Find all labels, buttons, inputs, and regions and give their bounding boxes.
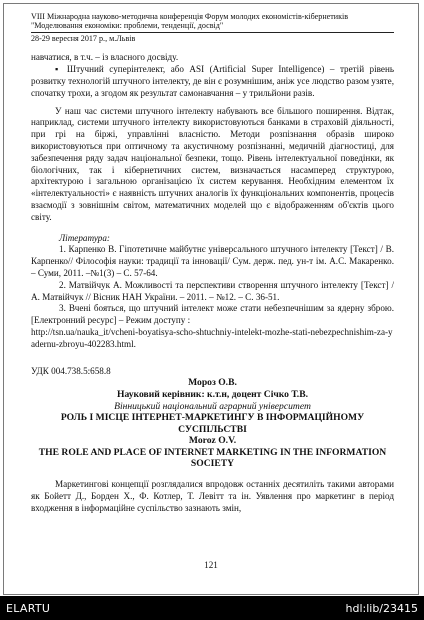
repository-footer-bar xyxy=(0,596,424,620)
article-title-block xyxy=(31,377,394,470)
supervisor: Науковий керівник: к.т.н, доцент Січко Т.В. xyxy=(116,388,309,400)
udk-code: УДК 004.738.5:658.8 xyxy=(31,365,111,376)
reference-item: 3. Вчені бояться, що штучний інтелект може стати небезпечнішим за ядерну зброю. [Електронний ресурс] – Режим доступу : xyxy=(31,303,394,326)
page-number: 121 xyxy=(204,560,218,570)
reference-item: 1. Карпенко В. Гіпотетичне майбутнє універсального штучного інтелекту [Текст] / В. Карпенко// Філософія науки: традиції та інновації/ Сум. держ. пед. ун-т ім. А.С. Макаренко. – Суми, 2011. –№1(3) – С. 57-64. xyxy=(31,244,394,278)
reference-url: http://tsn.ua/nauka_it/vcheni-boyatisya-scho-shtuchniy-intelekt-mozhe-stati-nebezpechnishim-za-yadernu-zbroyu-402283.html. xyxy=(31,326,393,349)
paragraph-continuation: навчатися, в т.ч. – із власного досвіду. xyxy=(31,52,179,63)
running-header xyxy=(31,12,394,43)
paragraph-asi-text: Штучний суперінтелект, або ASI (Artificial Super Intelligence) – третій рівень розвитку технологій штучного інтелекту, де він є розумнішим, аніж усе людство разом узяте, спочатку трохи, а згодом як результат самонавчання – у трильйони разів. xyxy=(31,64,394,98)
header-divider xyxy=(31,32,394,33)
literature-heading: Література: xyxy=(59,232,110,243)
paragraph-asi: ▪ Штучний суперінтелект, або ASI (Artificial Super Intelligence) – третій рівень розвитку технологій штучного інтелекту, де він є розумнішим, аніж усе людство разом узяте, спочатку трохи, а згодом як результат самонавчання – у трильйони разів. xyxy=(31,64,394,98)
document-page xyxy=(3,3,419,595)
author-name-en: Moroz O.V. xyxy=(188,435,237,447)
reference-item: 2. Матвійчук А. Можливості та перспективи створення штучного інтелекту [Текст] / А. Матвійчук // Вісник НАН України. – 2011. – №12. – С. 36-51. xyxy=(31,279,394,302)
handle-id: hdl:lib/23415 xyxy=(345,602,418,615)
article-title-ua: РОЛЬ І МІСЦЕ ІНТЕРНЕТ-МАРКЕТИНГУ В ІНФОРМАЦІЙНОМУ СУСПІЛЬСТВІ xyxy=(60,412,365,435)
paragraph-ai-systems: У наш час системи штучного інтелекту набувають все більшого поширення. Відтак, наприклад, системи штучного інтелекту використовуються банками в страховій діяльності, при грі на біржі, управлінні власністю. Методи розпізнання образів широко використовуються при оптичному та акустичному розпізнанні, медичній діагностиці, для забезпечення ряду задач національної безпеки, тощо. Рівень інтелектуальної поведінки, як біологічних, так і кібернетичних систем, визначається насамперед структурою, архітектурою і загальною організацією їх систем керування. Необхідним елементом їх «інтелектуальності» є наявність штучних аналогів їх функціональних компонентів, процесів взаємодії з зовнішнім світом, математичних моделей що є відображенням об'єктів цього світу. xyxy=(31,105,394,222)
page-content xyxy=(31,12,394,514)
header-conference-line: VIII Міжнародна науково-методична конференція Форум молодих економістів-кібернетиків xyxy=(31,12,349,21)
author-name: Мороз О.В. xyxy=(188,377,237,389)
article-title-en: THE ROLE AND PLACE OF INTERNET MARKETING IN THE INFORMATION SOCIETY xyxy=(38,446,387,470)
header-title-line: "Моделювання економіки: проблеми, тенденції, досвід" xyxy=(31,21,224,31)
university-name: Вінницький національний аграрний університет xyxy=(114,400,311,412)
repository-name: ELARTU xyxy=(6,602,51,615)
header-date: 28-29 вересня 2017 р., м.Львів xyxy=(31,33,136,43)
paragraph-intro: Маркетингові концепції розглядалися впродовж останніх десятиліть такими авторами як Бойетт Д., Борден Х., Ф. Котлер, Т. Левітт та ін. Уявлення про маркетинг в період входження в інформаційне суспільство зазнають змін, xyxy=(31,479,394,513)
